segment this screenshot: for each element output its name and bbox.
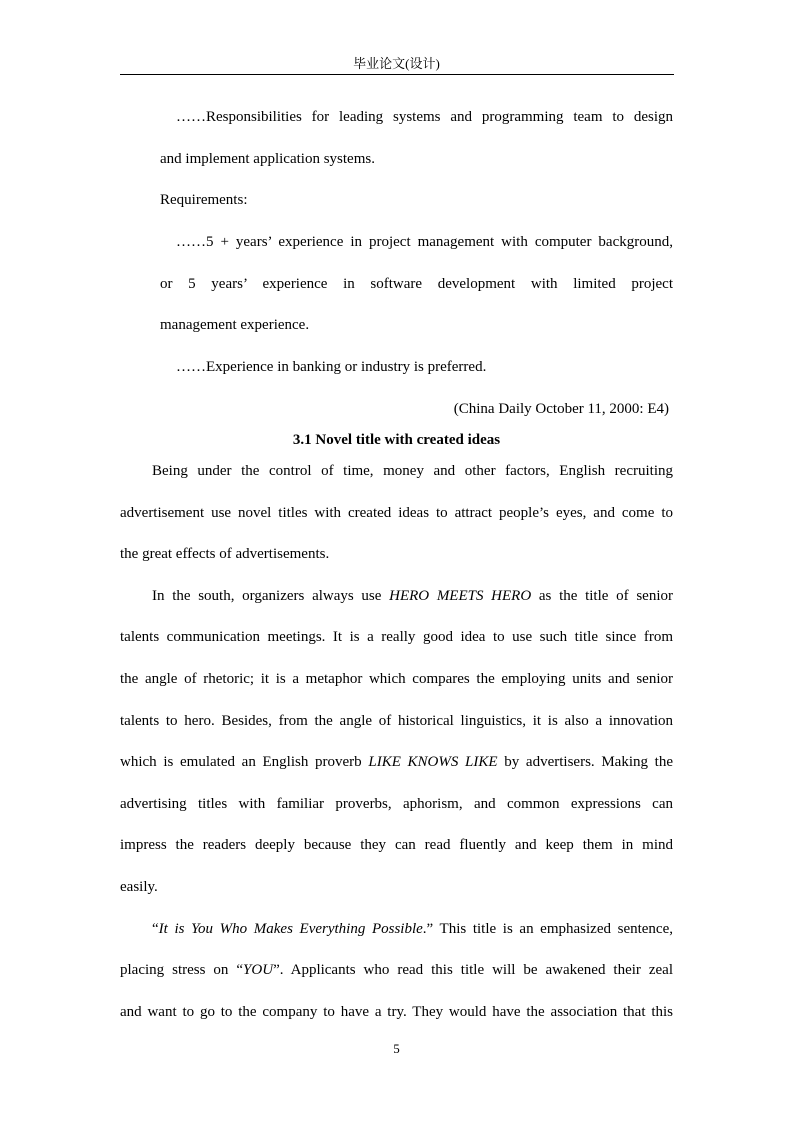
paragraph-line: and want to go to the company to have a try. They would have the association that this — [120, 1004, 673, 1020]
text-run: as the title of senior — [531, 588, 673, 604]
paragraph-line: Being under the control of time, money and other factors, English recruiting — [152, 463, 673, 479]
requirement-line: management experience. — [160, 317, 310, 333]
paragraph-line: advertisement use novel titles with created ideas to attract people’s eyes, and come to — [120, 505, 673, 521]
paragraph-line: the great effects of advertisements. — [120, 546, 330, 562]
emphasized-title: It is You Who Makes Everything Possible — [158, 921, 423, 937]
emphasized-proverb: LIKE KNOWS LIKE — [368, 754, 498, 770]
text-run: which is emulated an English proverb — [120, 754, 369, 770]
text-run: “ — [152, 921, 159, 937]
header-divider — [120, 74, 674, 75]
text-run: placing stress on “ — [120, 962, 244, 978]
paragraph-line: talents to hero. Besides, from the angle of historical linguistics, it is also a innovation — [120, 713, 673, 729]
page-number: 5 — [393, 1041, 400, 1056]
text-run: In the south, organizers always use — [152, 588, 390, 604]
quote-source: (China Daily October 11, 2000: E4) — [453, 401, 669, 417]
emphasized-word: YOU — [243, 962, 274, 978]
paragraph-line — [152, 586, 673, 606]
requirement-line: ……Experience in banking or industry is preferred. — [176, 359, 487, 375]
paragraph-line — [120, 752, 673, 772]
text-run: by advertisers. Making the — [497, 754, 674, 770]
text-run: .” This title is an emphasized sentence, — [422, 921, 673, 937]
section-heading: 3.1 Novel title with created ideas — [292, 432, 501, 448]
requirement-line: ……5 + years’ experience in project management with computer background, — [176, 234, 673, 250]
emphasized-title: HERO MEETS HERO — [389, 588, 532, 604]
requirements-label: Requirements: — [160, 192, 248, 208]
paragraph-line — [152, 919, 673, 939]
paragraph-line: the angle of rhetoric; it is a metaphor which compares the employing units and senior — [120, 671, 673, 687]
text-run: ”. Applicants who read this title will be awakened their zeal — [273, 962, 674, 978]
responsibilities-line: and implement application systems. — [160, 151, 375, 167]
responsibilities-line: ……Responsibilities for leading systems and programming team to design — [176, 109, 673, 125]
paragraph-line: talents communication meetings. It is a really good idea to use such title since from — [120, 629, 673, 645]
paragraph-line: advertising titles with familiar proverbs, aphorism, and common expressions can — [120, 796, 673, 812]
paragraph-line — [120, 960, 673, 980]
header-title: 毕业论文(设计) — [353, 56, 440, 71]
paragraph-line: easily. — [120, 879, 158, 895]
requirement-line: or 5 years’ experience in software development with limited project — [160, 276, 673, 292]
paragraph-line: impress the readers deeply because they can read fluently and keep them in mind — [120, 837, 673, 853]
